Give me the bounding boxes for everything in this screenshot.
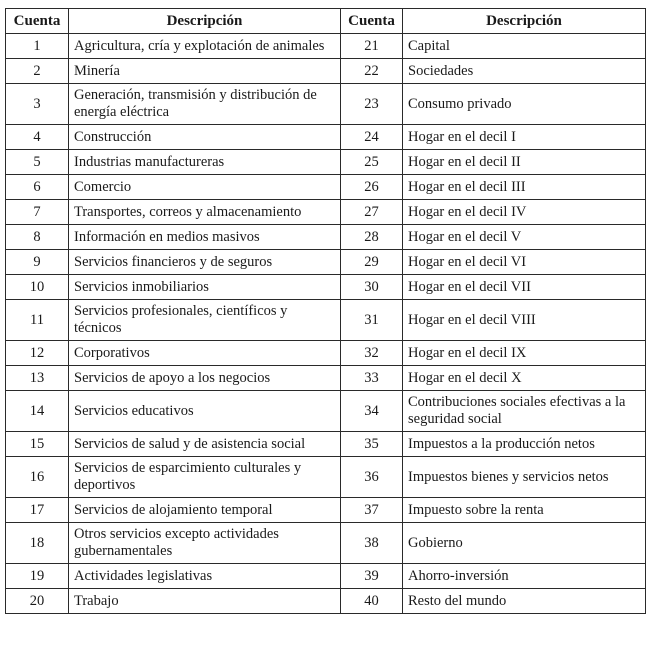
account-description: Impuestos a la producción netos bbox=[403, 432, 646, 457]
account-number: 38 bbox=[341, 523, 403, 564]
account-description: Resto del mundo bbox=[403, 589, 646, 614]
account-description: Hogar en el decil VIII bbox=[403, 300, 646, 341]
table-row bbox=[6, 84, 646, 125]
account-description: Transportes, correos y almacenamiento bbox=[69, 200, 341, 225]
account-description: Agricultura, cría y explotación de animales bbox=[69, 34, 341, 59]
accounts-table bbox=[5, 8, 646, 614]
account-number: 22 bbox=[341, 59, 403, 84]
account-description: Hogar en el decil II bbox=[403, 150, 646, 175]
table-row bbox=[6, 457, 646, 498]
account-number: 3 bbox=[6, 84, 69, 125]
account-number: 28 bbox=[341, 225, 403, 250]
table-row bbox=[6, 391, 646, 432]
account-description: Consumo privado bbox=[403, 84, 646, 125]
account-description: Hogar en el decil X bbox=[403, 366, 646, 391]
account-description: Hogar en el decil III bbox=[403, 175, 646, 200]
header-row bbox=[6, 9, 646, 34]
table-row bbox=[6, 341, 646, 366]
account-description: Hogar en el decil VI bbox=[403, 250, 646, 275]
account-description: Información en medios masivos bbox=[69, 225, 341, 250]
account-description: Hogar en el decil I bbox=[403, 125, 646, 150]
account-number: 33 bbox=[341, 366, 403, 391]
table-row bbox=[6, 59, 646, 84]
table-row bbox=[6, 150, 646, 175]
table-row bbox=[6, 175, 646, 200]
account-number: 7 bbox=[6, 200, 69, 225]
table-row bbox=[6, 523, 646, 564]
account-number: 14 bbox=[6, 391, 69, 432]
account-number: 12 bbox=[6, 341, 69, 366]
account-number: 40 bbox=[341, 589, 403, 614]
account-number: 35 bbox=[341, 432, 403, 457]
table-row bbox=[6, 498, 646, 523]
account-description: Ahorro-inversión bbox=[403, 564, 646, 589]
account-description: Otros servicios excepto actividades gubernamentales bbox=[69, 523, 341, 564]
account-description: Servicios financieros y de seguros bbox=[69, 250, 341, 275]
account-number: 17 bbox=[6, 498, 69, 523]
account-number: 10 bbox=[6, 275, 69, 300]
header-descripcion-right: Descripción bbox=[403, 9, 646, 34]
account-description: Servicios de alojamiento temporal bbox=[69, 498, 341, 523]
account-number: 13 bbox=[6, 366, 69, 391]
account-description: Sociedades bbox=[403, 59, 646, 84]
header-cuenta-right: Cuenta bbox=[341, 9, 403, 34]
account-description: Gobierno bbox=[403, 523, 646, 564]
table-row bbox=[6, 34, 646, 59]
account-number: 31 bbox=[341, 300, 403, 341]
account-number: 18 bbox=[6, 523, 69, 564]
account-description: Servicios inmobiliarios bbox=[69, 275, 341, 300]
header-descripcion-left: Descripción bbox=[69, 9, 341, 34]
account-description: Comercio bbox=[69, 175, 341, 200]
account-description: Hogar en el decil IV bbox=[403, 200, 646, 225]
table-row bbox=[6, 200, 646, 225]
header-cuenta-left: Cuenta bbox=[6, 9, 69, 34]
account-description: Servicios profesionales, científicos y técnicos bbox=[69, 300, 341, 341]
account-description: Contribuciones sociales efectivas a la seguridad social bbox=[403, 391, 646, 432]
table-row bbox=[6, 300, 646, 341]
account-number: 9 bbox=[6, 250, 69, 275]
account-description: Servicios de esparcimiento culturales y deportivos bbox=[69, 457, 341, 498]
account-number: 16 bbox=[6, 457, 69, 498]
table-row bbox=[6, 275, 646, 300]
account-number: 4 bbox=[6, 125, 69, 150]
account-number: 26 bbox=[341, 175, 403, 200]
account-description: Hogar en el decil VII bbox=[403, 275, 646, 300]
account-number: 5 bbox=[6, 150, 69, 175]
account-description: Capital bbox=[403, 34, 646, 59]
account-description: Hogar en el decil V bbox=[403, 225, 646, 250]
account-number: 2 bbox=[6, 59, 69, 84]
table-row bbox=[6, 125, 646, 150]
account-description: Industrias manufactureras bbox=[69, 150, 341, 175]
account-number: 30 bbox=[341, 275, 403, 300]
account-description: Generación, transmisión y distribución de energía eléctrica bbox=[69, 84, 341, 125]
account-number: 29 bbox=[341, 250, 403, 275]
account-description: Minería bbox=[69, 59, 341, 84]
table-row bbox=[6, 564, 646, 589]
account-number: 6 bbox=[6, 175, 69, 200]
account-number: 15 bbox=[6, 432, 69, 457]
account-description: Construcción bbox=[69, 125, 341, 150]
account-number: 19 bbox=[6, 564, 69, 589]
account-description: Servicios educativos bbox=[69, 391, 341, 432]
account-number: 21 bbox=[341, 34, 403, 59]
account-description: Impuesto sobre la renta bbox=[403, 498, 646, 523]
table-row bbox=[6, 432, 646, 457]
account-description: Trabajo bbox=[69, 589, 341, 614]
account-number: 37 bbox=[341, 498, 403, 523]
account-description: Servicios de salud y de asistencia social bbox=[69, 432, 341, 457]
account-number: 1 bbox=[6, 34, 69, 59]
account-description: Corporativos bbox=[69, 341, 341, 366]
table-row bbox=[6, 250, 646, 275]
account-number: 39 bbox=[341, 564, 403, 589]
account-number: 25 bbox=[341, 150, 403, 175]
table-row bbox=[6, 366, 646, 391]
account-description: Impuestos bienes y servicios netos bbox=[403, 457, 646, 498]
account-number: 20 bbox=[6, 589, 69, 614]
account-description: Hogar en el decil IX bbox=[403, 341, 646, 366]
table-row bbox=[6, 589, 646, 614]
account-number: 32 bbox=[341, 341, 403, 366]
account-number: 8 bbox=[6, 225, 69, 250]
account-description: Servicios de apoyo a los negocios bbox=[69, 366, 341, 391]
account-number: 27 bbox=[341, 200, 403, 225]
account-number: 34 bbox=[341, 391, 403, 432]
account-number: 24 bbox=[341, 125, 403, 150]
account-number: 11 bbox=[6, 300, 69, 341]
account-number: 36 bbox=[341, 457, 403, 498]
account-number: 23 bbox=[341, 84, 403, 125]
table-row bbox=[6, 225, 646, 250]
account-description: Actividades legislativas bbox=[69, 564, 341, 589]
